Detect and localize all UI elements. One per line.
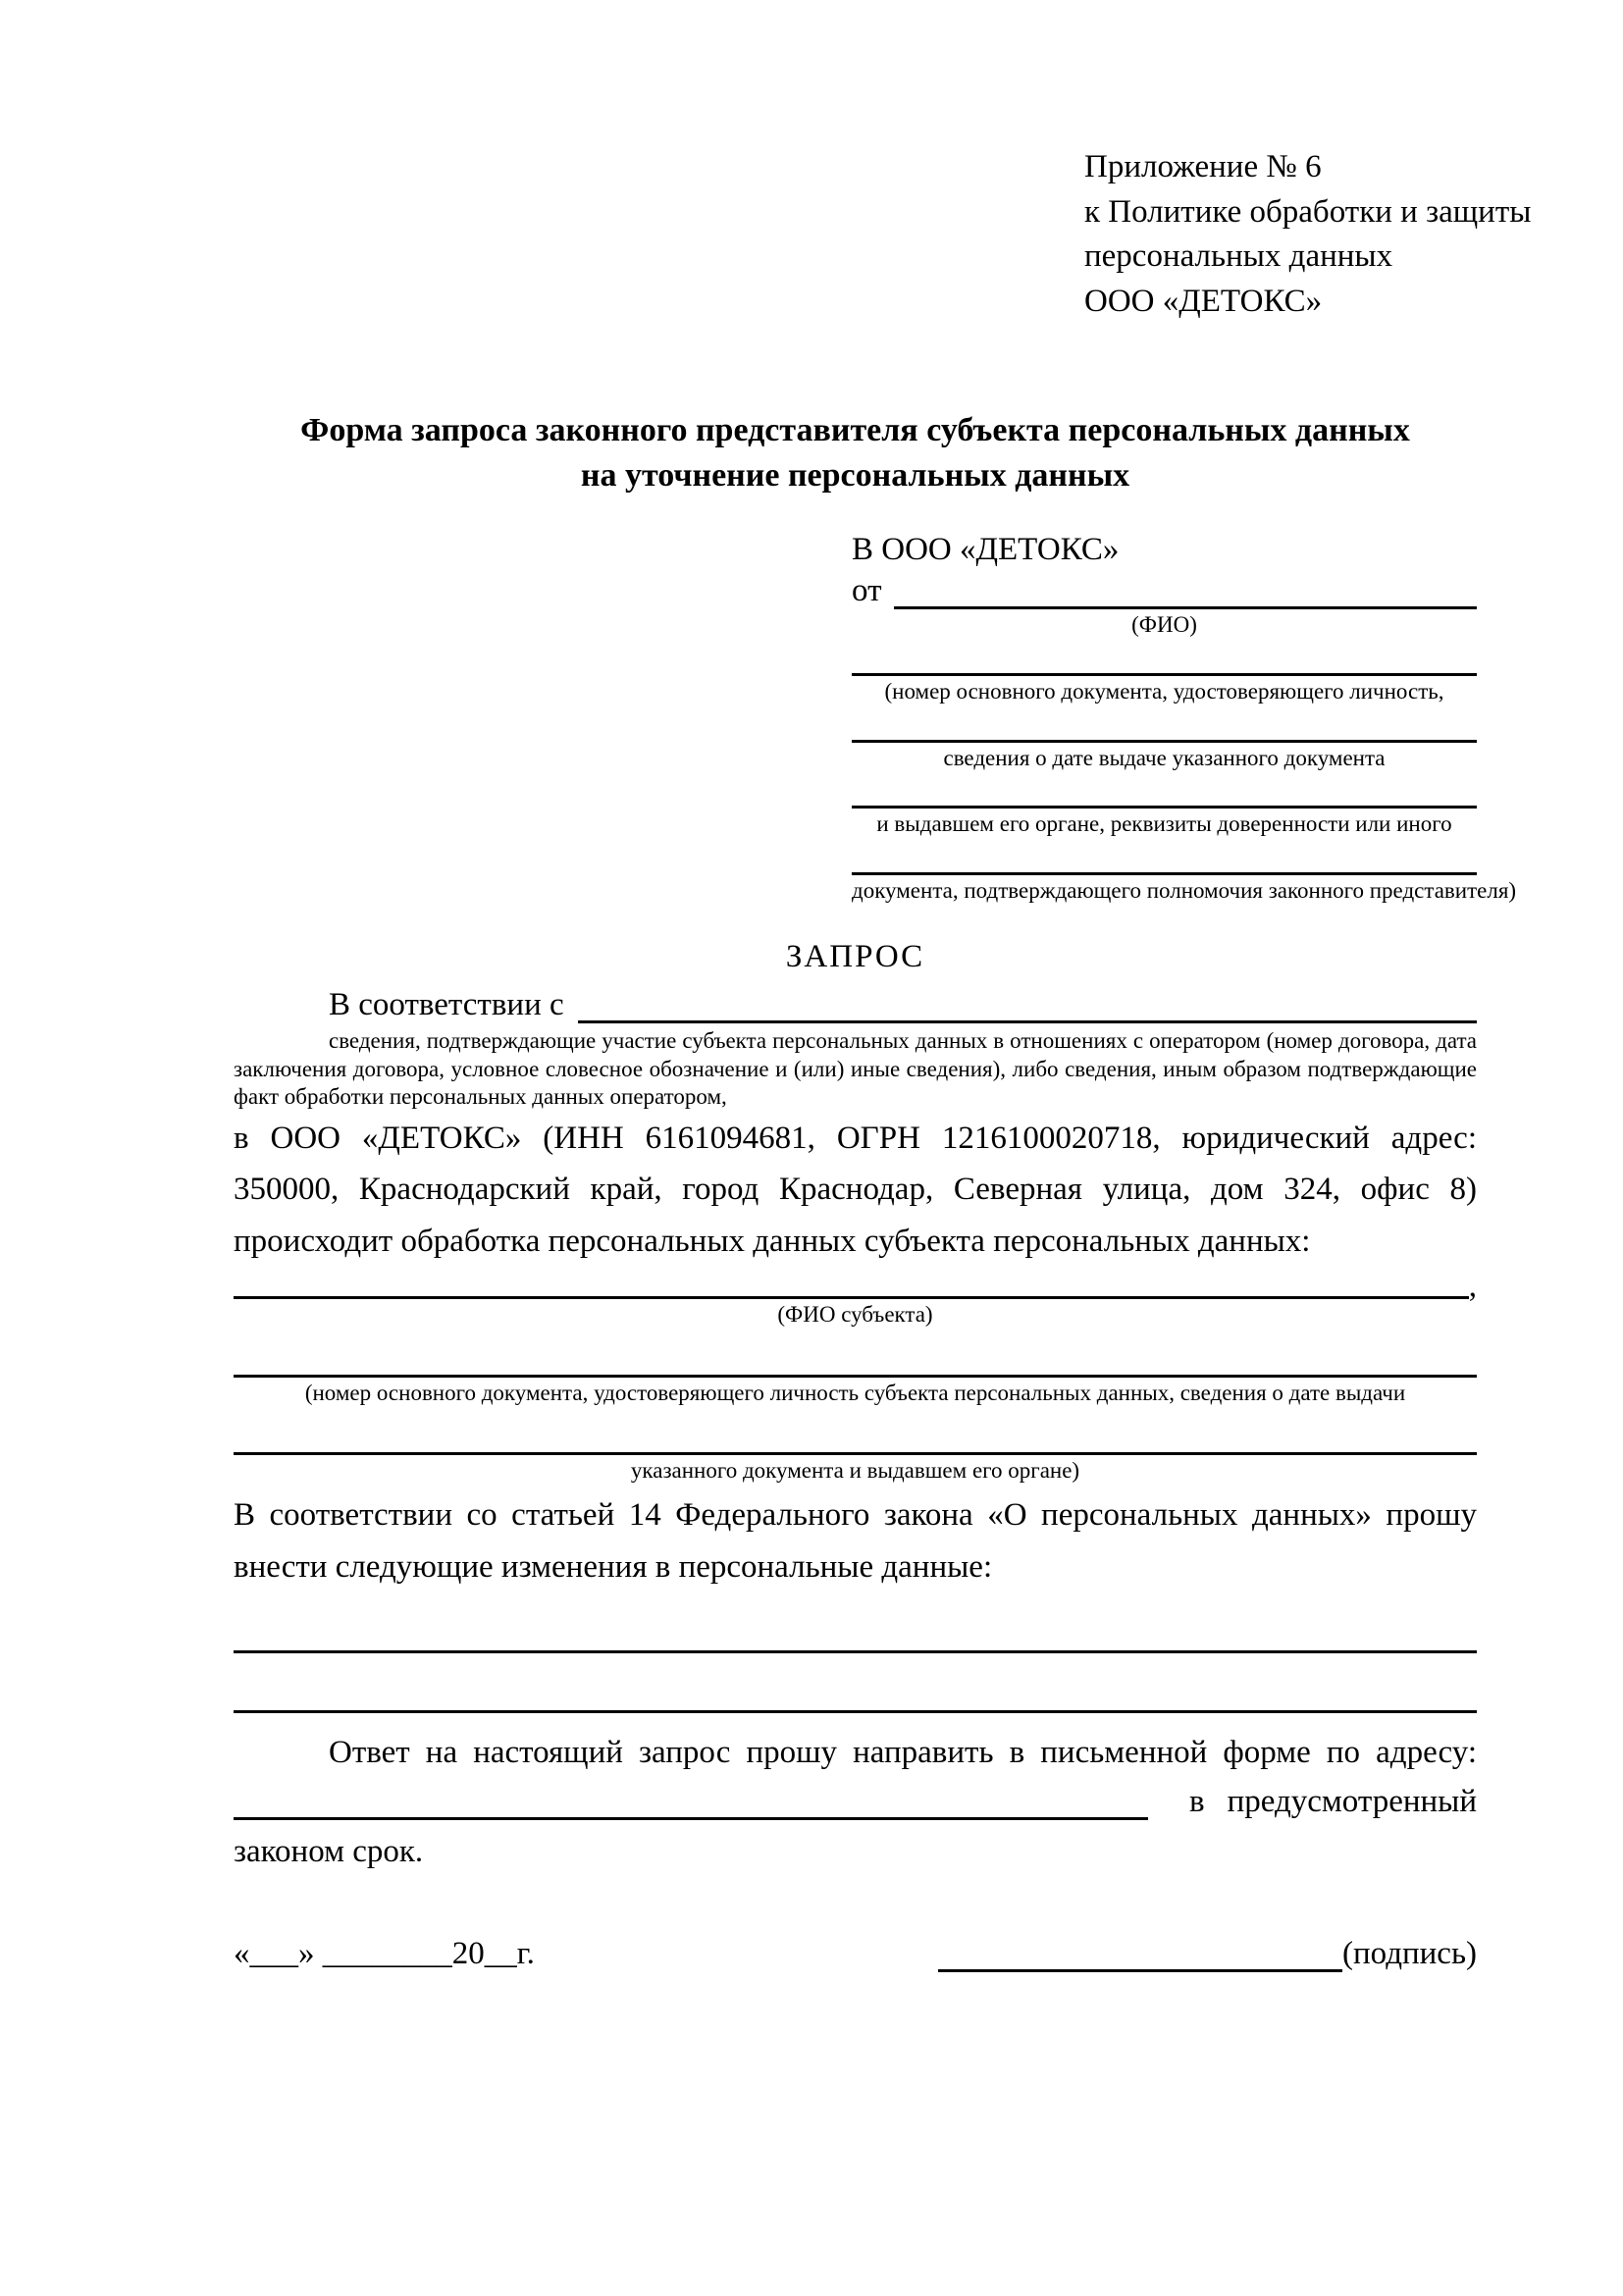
issuer-caption: и выдавшем его органе, реквизиты доверенности или иного — [876, 811, 1452, 837]
changes-blank-line-2 — [234, 1685, 1477, 1713]
authority-blank-line — [852, 839, 1477, 875]
subject-doc-caption-2: указанного документа и выдавшем его органе) — [630, 1458, 1080, 1484]
doc-number-blank-line — [852, 640, 1477, 676]
fio-blank-line — [894, 606, 1478, 609]
appendix-line-policy: к Политике обработки и защиты — [1084, 193, 1532, 230]
accordance-blank-line — [578, 1020, 1477, 1023]
subject-doc-blank-line-2 — [234, 1427, 1477, 1455]
subject-doc-blank-line — [234, 1349, 1477, 1378]
document-title — [234, 408, 1477, 498]
accordance-note: сведения, подтверждающие участие субъекта персональных данных в отношениях с оператором (номер договора, дата заключения договора, условное словесное обозначение и (или) иные сведения), либо сведения, иным образом подтверждающие факт обработки персональных данных оператором, — [234, 1028, 1477, 1109]
appendix-line-company: ООО «ДЕТОКС» — [1084, 283, 1323, 319]
fio-caption: (ФИО) — [1131, 612, 1197, 638]
subject-fio-caption: (ФИО субъекта) — [777, 1301, 933, 1327]
answer-end: законом срок. — [234, 1833, 424, 1869]
answer-address-row — [234, 1779, 1477, 1820]
accordance-label: В соответствии с — [329, 987, 564, 1023]
addressee-to: В ООО «ДЕТОКС» — [852, 531, 1120, 567]
from-row — [852, 574, 1477, 609]
subject-fio-blank-line — [234, 1296, 1469, 1299]
operator-paragraph: в ООО «ДЕТОКС» (ИНН 6161094681, ОГРН 1216100020718, юридический адрес: 350000, Краснодарский край, город Краснодар, Северная улица, дом 324, офис 8) происходит обработка персональных данных субъекта персональных данных: — [234, 1120, 1477, 1260]
doc-number-caption: (номер основного документа, удостоверяющего личность, — [884, 678, 1444, 704]
answer-address-blank-line — [234, 1817, 1148, 1820]
law-paragraph: В соответствии со статьей 14 Федерального закона «О персональных данных» прошу внести следующие изменения в персональные данные: — [234, 1497, 1477, 1586]
document-title-line1: Форма запроса законного представителя субъекта персональных данных — [300, 412, 1410, 449]
answer-sentence: Ответ на настоящий запрос прошу направить в письменной форме по адресу: — [329, 1734, 1477, 1770]
issue-date-caption: сведения о дате выдаче указанного документа — [943, 745, 1386, 770]
request-heading: ЗАПРОС — [785, 938, 925, 974]
authority-caption: документа, подтверждающего полномочия законного представителя) — [852, 878, 1517, 904]
appendix-line-pd: персональных данных — [1084, 238, 1393, 275]
appendix-line-number: Приложение № 6 — [1084, 149, 1322, 184]
subject-doc-caption: (номер основного документа, удостоверяющего личность субъекта персональных данных, сведения о дате выдачи — [304, 1380, 1406, 1405]
answer-word-tail: предусмотренный — [1227, 1783, 1477, 1819]
issue-date-blank-line — [852, 706, 1477, 743]
trailing-comma: , — [1468, 1268, 1477, 1304]
changes-blank-line-1 — [234, 1625, 1477, 1653]
date-blank: «___» ________20__г. — [234, 1936, 535, 1972]
answer-word-in: в — [1189, 1783, 1205, 1819]
date-signature-row — [234, 1936, 1477, 1972]
signature-blank-line — [938, 1940, 1342, 1972]
appendix-header — [1084, 145, 1532, 324]
issuer-blank-line — [852, 772, 1477, 809]
from-label: от — [852, 573, 882, 609]
accordance-row — [234, 984, 1477, 1023]
addressee-block — [852, 530, 1517, 906]
subject-fio-row — [234, 1268, 1477, 1304]
document-title-line2: на уточнение персональных данных — [580, 457, 1130, 495]
signature-caption: (подпись) — [1342, 1936, 1477, 1972]
signature-group — [938, 1936, 1477, 1972]
